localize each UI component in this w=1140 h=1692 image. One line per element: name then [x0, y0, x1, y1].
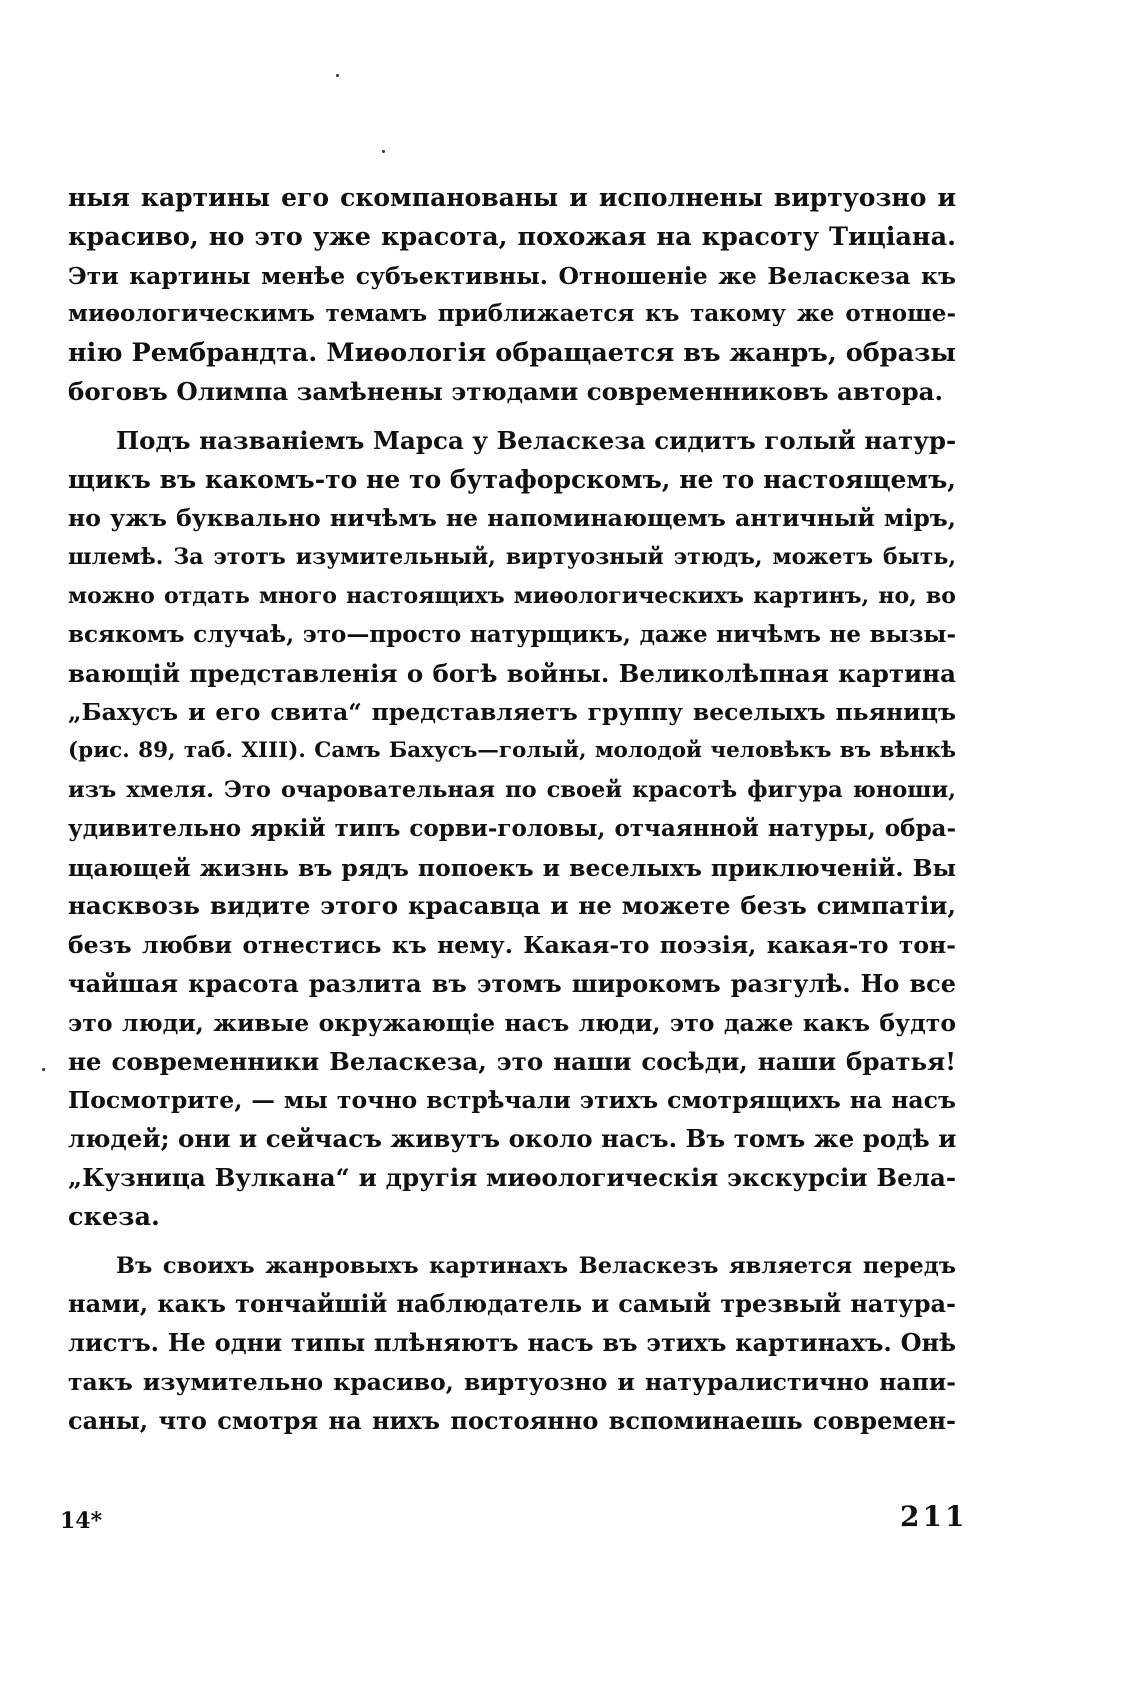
text-line: миѳологическимъ темамъ приближается къ такому же отноше-: [68, 300, 956, 328]
text-line: нами, какъ тончайшій наблюдатель и самый трезвый натура-: [68, 1289, 956, 1319]
text-line: вающій представленія о богѣ войны. Великолѣпная картина: [68, 658, 956, 688]
text-line: шлемѣ. За этотъ изумительный, виртуозный этюдъ, можетъ быть,: [68, 544, 956, 571]
text-line: чайшая красота разлита въ этомъ широкомъ разгулѣ. Но все: [68, 968, 956, 998]
text-line: саны, что смотря на нихъ постоянно вспоминаешь современ-: [68, 1405, 956, 1435]
signature-mark: 14*: [60, 1508, 103, 1534]
text-line: всякомъ случаѣ, это—просто натурщикъ, даже ничѣмъ не вызы-: [68, 620, 956, 648]
text-line: ныя картины его скомпанованы и исполнены виртуозно и: [68, 183, 956, 212]
text-line: (рис. 89, таб. XIII). Самъ Бахусъ—голый, молодой человѣкъ въ вѣнкѣ: [68, 738, 956, 764]
text-line: Посмотрите, — мы точно встрѣчали этихъ смотрящихъ на насъ: [68, 1086, 956, 1115]
text-line: нію Рембрандта. Миѳологія обращается въ жанръ, образы: [68, 338, 956, 369]
text-line: щикъ въ какомъ-то не то бутафорскомъ, не то настоящемъ,: [68, 464, 956, 494]
text-line: красиво, но это уже красота, похожая на красоту Тиціана.: [68, 221, 956, 252]
text-line: боговъ Олимпа замѣнены этюдами современниковъ автора.: [68, 376, 944, 406]
text-line: скеза.: [68, 1201, 160, 1232]
text-line: но ужъ буквально ничѣмъ не напоминающемъ античный міръ,: [68, 504, 956, 533]
paragraph: [68, 1247, 956, 1441]
text-line: можно отдать много настоящихъ миѳологическихъ картинъ, но, во: [68, 582, 956, 609]
body-text: [68, 179, 956, 1441]
text-line: Эти картины менѣе субъективны. Отношеніе же Веласкеза къ: [68, 261, 956, 290]
print-speck: [42, 1068, 45, 1071]
text-line: изъ хмеля. Это очаровательная по своей красотѣ фигура юноши,: [68, 776, 956, 803]
text-line: насквозь видите этого красавца и не можете безъ симпатіи,: [68, 891, 956, 921]
text-line: Подъ названіемъ Марса у Веласкеза сидитъ голый натур-: [116, 425, 957, 455]
text-line: людей; они и сейчасъ живутъ около насъ. Въ томъ же родѣ и: [68, 1124, 957, 1154]
paragraph: [68, 422, 956, 1237]
text-line: безъ любви отнестись къ нему. Какая-то поэзія, какая-то тон-: [68, 931, 956, 960]
paragraph: [68, 179, 956, 412]
text-line: листъ. Не одни типы плѣняютъ насъ въ этихъ картинахъ. Онѣ: [68, 1328, 956, 1358]
text-line: это люди, живые окружающіе насъ люди, это даже какъ будто: [68, 1008, 956, 1037]
text-line: не современники Веласкеза, это наши сосѣди, наши братья!: [68, 1046, 956, 1076]
text-line: Въ своихъ жанровыхъ картинахъ Веласкезъ является передъ: [116, 1252, 956, 1279]
page-number: 211: [900, 1500, 968, 1533]
print-speck: [382, 150, 385, 153]
text-line: такъ изумительно красиво, виртуозно и натуралистично напи-: [68, 1367, 956, 1396]
text-line: „Кузница Вулкана“ и другія миѳологическія экскурсіи Вела-: [68, 1162, 956, 1192]
text-line: „Бахусъ и его свита“ представляетъ группу веселыхъ пьяницъ: [68, 698, 956, 727]
print-speck: [336, 74, 339, 77]
text-line: щающей жизнь въ рядъ попоекъ и веселыхъ приключеній. Вы: [68, 853, 956, 882]
text-line: удивительно яркій типъ сорви-головы, отчаянной натуры, обра-: [68, 814, 956, 842]
